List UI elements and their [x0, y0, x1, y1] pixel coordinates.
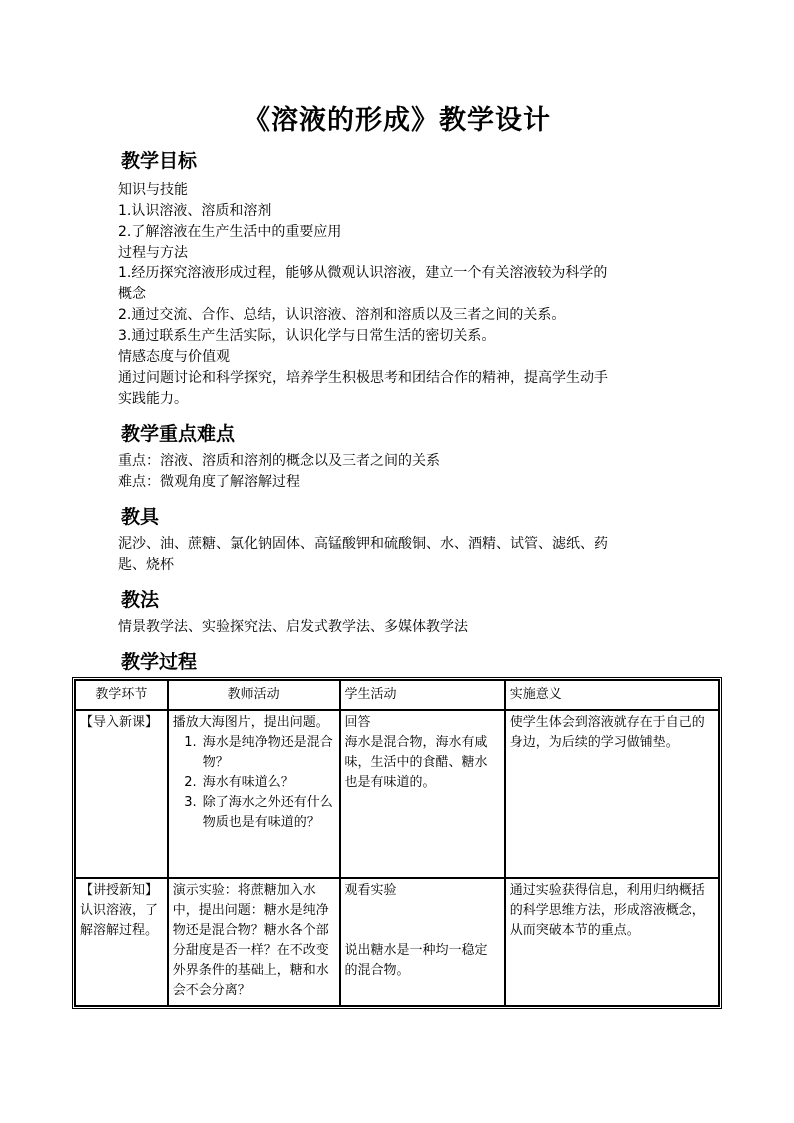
- goals-process-1: 1.经历探究溶液形成过程，能够从微观认识溶液，建立一个有关溶液较为科学的: [118, 265, 608, 281]
- goals-knowledge-1: 1.认识溶液、溶质和溶剂: [118, 203, 272, 219]
- cell-teacher: [168, 878, 340, 1006]
- question-list: [173, 733, 335, 833]
- student-answer-label: 回答: [344, 715, 371, 730]
- cell-student: [340, 878, 505, 1006]
- list-item: 3. 除了海水之外还有什么物质也是有味道的？: [201, 793, 335, 833]
- goals-process-title: 过程与方法: [118, 245, 188, 261]
- goals-knowledge-title: 知识与技能: [118, 182, 188, 198]
- methods-line-1: 情景教学法、实验探究法、启发式教学法、多媒体教学法: [118, 619, 468, 635]
- cell-meaning: [505, 878, 719, 1006]
- list-item: 1. 海水是纯净物还是混合物？: [201, 733, 335, 773]
- list-item: 2. 海水有味道么？: [201, 773, 335, 793]
- keypoint-line-2: 难点：微观角度了解溶解过程: [118, 474, 300, 490]
- meaning-text: 通过实验获得信息，利用归纳概括的科学思维方法，形成溶液概念，从而突破本节的重点。: [509, 883, 705, 938]
- process-table: [74, 679, 720, 1007]
- table-header-row: [75, 680, 719, 710]
- cell-student: [340, 710, 505, 878]
- goals-process-3: 3.通过联系生产生活实际，认识化学与日常生活的密切关系。: [118, 328, 496, 344]
- section-heading-tools: 教具: [121, 506, 160, 528]
- table-row: [75, 878, 719, 1006]
- student-observe: 观看实验: [344, 883, 397, 898]
- stage-label: 【导入新课】: [80, 715, 159, 730]
- cell-stage: [75, 878, 168, 1006]
- goals-attitude-title: 情感态度与价值观: [118, 349, 230, 365]
- teacher-text: 演示实验：将蔗糖加入水中，提出问题：糖水是纯净物还是混合物？糖水各个部分甜度是否一样？在不改变外界条件的基础上，糖和水会不会分离？: [172, 883, 329, 998]
- goals-attitude-2: 实践能力。: [118, 391, 188, 407]
- cell-stage: [75, 710, 168, 878]
- tools-line-1: 泥沙、油、蔗糖、氯化钠固体、高锰酸钾和硫酸铜、水、酒精、试管、滤纸、药: [118, 536, 608, 552]
- header-stage: 教学环节: [75, 680, 168, 710]
- stage-sub: 认识溶液，了解溶解过程。: [80, 903, 159, 938]
- header-student: 学生活动: [340, 680, 505, 710]
- page-title: 《溶液的形成》教学设计: [243, 105, 551, 136]
- tools-line-2: 匙、烧杯: [118, 557, 174, 573]
- section-heading-goals: 教学目标: [121, 150, 198, 172]
- section-heading-keypoints: 教学重点难点: [121, 423, 236, 445]
- header-meaning: 实施意义: [505, 680, 719, 710]
- goals-knowledge-2: 2.了解溶液在生产生活中的重要应用: [118, 224, 342, 240]
- student-conclusion: 说出糖水是一种均一稳定的混合物。: [344, 943, 488, 978]
- meaning-text: 使学生体会到溶液就存在于自己的身边，为后续的学习做铺垫。: [509, 715, 705, 750]
- goals-process-2: 2.通过交流、合作、总结，认识溶液、溶剂和溶质以及三者之间的关系。: [118, 307, 566, 323]
- teacher-intro: 播放大海图片，提出问题。: [172, 715, 329, 730]
- table-row: [75, 710, 719, 878]
- section-heading-methods: 教法: [121, 589, 160, 611]
- section-heading-process: 教学过程: [121, 651, 198, 673]
- keypoint-line-1: 重点：溶液、溶质和溶剂的概念以及三者之间的关系: [118, 453, 440, 469]
- stage-label: 【讲授新知】: [80, 883, 159, 898]
- cell-teacher: [168, 710, 340, 878]
- header-teacher: 教师活动: [168, 680, 340, 710]
- student-answer-text: 海水是混合物，海水有咸味，生活中的食醋、糖水也是有味道的。: [344, 735, 488, 790]
- cell-meaning: [505, 710, 719, 878]
- goals-process-1b: 概念: [118, 286, 146, 302]
- goals-attitude-1: 通过问题讨论和科学探究，培养学生积极思考和团结合作的精神，提高学生动手: [118, 370, 608, 386]
